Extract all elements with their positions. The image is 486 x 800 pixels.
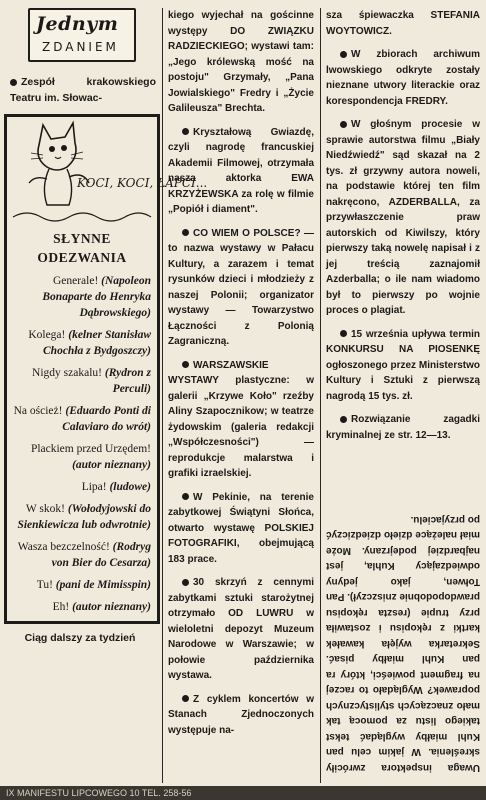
bullet-icon (182, 128, 189, 135)
header-subtitle: ZDANIEM (42, 40, 119, 54)
slynne-odezwania-frame (4, 114, 208, 624)
bullet-icon (340, 51, 347, 58)
quote-text: Generale! (52, 275, 102, 287)
quote-item (13, 273, 151, 321)
news-item: W Pekinie, na terenie zabytkowej Świątyni Słońca, otwarto wystawę POLSKIEJ FOTOGRAFIKI, obejmującą 183 prace. (168, 491, 314, 565)
news-item: 15 września upływa termin KONKURSU NA PIOSENKĘ ogłoszonego przez Ministerstwo Kultury i Sztuki z pierwszą nagrodą 15 tys. zł. (326, 328, 480, 402)
news-item: W głośnym procesie w sprawie autorstwa filmu „Biały Niedźwiedź" sąd skazał na 2 tys. zł grzywny autora noweli, na podstawie której ten film nakręcono, AZDERBALLA, za przywłaszczenie praw autorskich od Kiwilszy, który pierwszy taką nowelę napisał i z jej treścią zaznajomił Azderballa; o ile nam wiadomo był to pierwszy po wojnie proces o plagiat. (326, 119, 480, 316)
news-item: Kryształową Gwiazdę, czyli nagrodę francuskiej Akademii Filmowej, otrzymała nasza aktorka EWA KRZYŻEWSKA za rolę w filmie „Popiół i diament". (168, 126, 314, 215)
news-item: W zbiorach archiwum lwowskiego odkryte zostały nieznane utwory literackie oraz korespondencja FREDRY. (326, 49, 480, 107)
bullet-icon (182, 361, 189, 368)
bullet-icon (340, 121, 347, 128)
quote-item (13, 539, 151, 571)
bullet-icon (340, 416, 347, 423)
bullet-icon (340, 330, 347, 337)
quote-text: Tu! (36, 579, 56, 591)
bullet-icon (10, 79, 17, 86)
bullet-icon (182, 579, 189, 586)
quote-item (13, 403, 151, 435)
paragraph: sza śpiewaczka STEFANIA WOYTOWICZ. (326, 10, 480, 37)
quote-source: (Eduardo Ponti di Calaviaro do wrót) (62, 405, 151, 433)
bullet-icon (182, 229, 189, 236)
column-3 (326, 8, 480, 451)
quote-text: Wasza bezczelność! (17, 541, 113, 553)
column-header-box (28, 8, 136, 62)
quote-source: (kelner Stanisław Chochła z Bydgoszczy) (43, 329, 151, 357)
quote-text: Kolega! (28, 329, 69, 341)
quote-text: Plackiem przed Urzędem! (30, 443, 151, 455)
header-script: Jednym (36, 13, 119, 35)
column-2 (168, 8, 314, 746)
news-item: Z cyklem koncertów w Stanach Zjednoczonych występuje na- (168, 693, 314, 736)
intro-text: Zespół krakowskiego Teatru im. Słowac- (10, 76, 156, 104)
news-item: CO WIEM O POLSCE? — to nazwa wystawy w Pałacu Kultury, a zarazem i temat rysunków dzieci i młodzieży z naszej Polonii; organizator wystawy — Towarzystwo Łączności z Polonią Zagraniczną. (168, 227, 314, 347)
column-rule (162, 8, 163, 783)
quote-source: (Wołodyjowski do Sienkiewicza lub odwrotnie) (17, 503, 151, 531)
quote-text: W skok! (25, 503, 68, 515)
quote-source: (Rodryg von Bier do Cesarza) (51, 541, 151, 569)
quote-source: (pani de Mimisspin) (55, 579, 151, 591)
quote-source: (autor nieznany) (72, 601, 151, 613)
quote-text: Eh! (52, 601, 73, 613)
quote-source: (Napoleon Bonaparte do Henryka Dąbrowskiego) (42, 275, 151, 319)
news-item: Rozwiązanie zagadki kryminalnej ze str. 12—13. (326, 414, 480, 441)
news-item: WARSZAWSKIE WYSTAWY plastyczne: w galerii „Krzywe Koło" rzeźby Aliny Szapocznikow; w teatrze żydowskim (galeria redakcji „Współczesności") — reprodukcje malarstwa i grafiki izraelskiej. (168, 359, 314, 479)
quote-text: Nigdy szakalu! (32, 367, 105, 379)
quote-item (13, 327, 151, 359)
cartoon-caption: KOCI, KOCI, ŁAPCI... (77, 176, 208, 190)
quotes-list (13, 273, 151, 615)
quote-item (13, 599, 151, 615)
quote-text: Lipa! (81, 481, 110, 493)
quote-item (13, 479, 151, 495)
news-item: 30 skrzyń z cennymi zabytkami sztuki starożytnej otrzymało OD LUWRU w wieloletni depozyt Muzeum Narodowe w Warszawie; w połowie października wystawa. (168, 577, 314, 681)
paragraph: kiego wyjechał na gościnne występy DO ZWIĄZKU RADZIECKIEGO; wystawi tam: „Jego królewską mość na postoju" Grzymały, „Pana Jowialskiego" Fredry i „Życie Galileusza" Brechta. (168, 10, 314, 114)
quote-source: (Rydron z Perculi) (104, 367, 151, 395)
quote-item (13, 365, 151, 397)
continued-note: Ciąg dalszy za tydzień (24, 632, 136, 644)
quote-item (13, 441, 151, 473)
cat-cartoon-icon (13, 117, 208, 227)
footer-bar: IX MANIFESTU LIPCOWEGO 10 TEL. 258-56 (0, 786, 486, 800)
bullet-icon (182, 493, 189, 500)
upside-down-solution (326, 445, 480, 775)
solution-text: Uwaga inspektora zwróciły skreślenia. W jakim celu pan Kuhl miałby wyglądać tekst takiego listu za pomocą tak mało znaczących stylistycznych poprawek? Wyglądało to raczej na fragment powieści, który ra pan Kuhl miałby pisać. Sekretarka wyjęła kawałek kartki z rękopisu i zostawiła przy trupie (reszta rękopisu prawdopodobnie zniszczył). Pan Tołwen, jako jedyny odwiedzający Kuhla, jest najbardziej podejrzany. Może miał należące dzieło dziedziczyć po przyjacielu. (326, 514, 480, 773)
section-title: SŁYNNE ODEZWANIA (37, 231, 127, 265)
quote-text: Na oścież! (13, 405, 66, 417)
quote-item (13, 577, 151, 593)
column-1 (4, 8, 208, 644)
quote-source: (ludowe) (109, 481, 151, 493)
bullet-icon (182, 695, 189, 702)
quote-source: (autor nieznany) (72, 459, 151, 471)
column-rule (320, 8, 321, 783)
quote-item (13, 501, 151, 533)
